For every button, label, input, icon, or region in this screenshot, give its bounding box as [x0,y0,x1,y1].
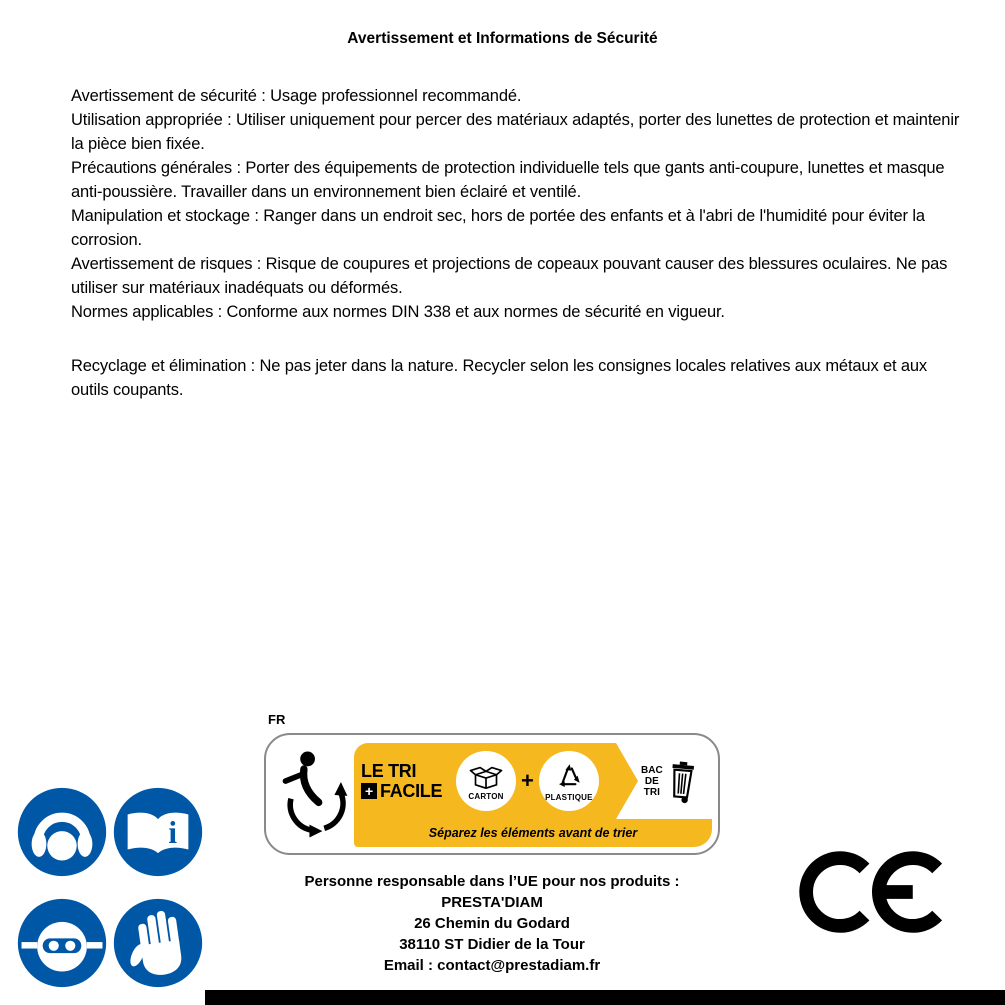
paragraph-utilisation: Utilisation appropriée : Utiliser uniquement pour percer des matériaux adaptés, porter des lunettes de protection et maintenir la pièce bien fixée. [71,111,960,153]
bottom-black-bar [205,990,1005,1005]
plastique-recycle-icon [550,760,588,792]
le-tri-facile-logo [361,761,451,801]
bin-wrap [666,743,698,819]
le-tri-label: LE TRI [361,761,417,781]
banner-top-row [354,743,698,819]
sorting-tagline: Séparez les éléments avant de trier [354,819,712,847]
carton-label: CARTON [468,792,504,801]
carton-icon [465,761,507,791]
paragraph-securite: Avertissement de sécurité : Usage professionnel recommandé. [71,87,522,105]
street-address: 26 Chemin du Godard [414,915,570,932]
paragraph-precautions: Précautions générales : Porter des équipements de protection individuelle tels que gants anti-coupure, lunettes et masque anti-poussière. Travailler dans un environnement bien éclairé et ventilé. [71,159,945,201]
plus-box-icon: + [361,783,377,799]
recycle-bin-icon [666,758,698,804]
fr-label: FR [268,712,286,727]
responsible-person-line: Personne responsable dans l’UE pour nos produits : [304,873,680,890]
paragraph-risques: Avertissement de risques : Risque de coupures et projections de copeaux pouvant causer des blessures oculaires. Ne pas utiliser sur matériaux inadéquats ou déformés. [71,255,948,297]
paragraph-normes: Normes applicables : Conforme aux normes DIN 338 et aux normes de sécurité en vigueur. [71,303,725,321]
plastique-badge [539,751,599,811]
tri-facile-banner [264,733,720,855]
plastique-label: PLASTIQUE [545,793,593,802]
safety-text-block [71,84,969,402]
yellow-strip [354,743,616,819]
svg-text:i: i [168,815,178,851]
paragraph-recyclage: Recyclage et élimination : Ne pas jeter dans la nature. Recycler selon les consignes locales relatives aux métaux et aux outils coupants. [71,357,928,399]
eye-protection-icon [16,897,108,989]
company-name: PRESTA'DIAM [441,894,543,911]
contact-email: Email : contact@prestadiam.fr [383,957,601,974]
protective-gloves-icon [112,897,204,989]
facile-label: FACILE [380,781,443,801]
carton-badge [456,751,516,811]
plus-separator: + [521,768,534,793]
ear-protection-icon [16,786,108,878]
city-address: 38110 ST Didier de la Tour [399,936,585,953]
address-block [264,871,720,976]
bac-de-tri-label: BAC DE TRI [641,764,663,798]
triman-icon [278,747,352,843]
page-title: Avertissement et Informations de Sécurité [347,30,658,47]
read-manual-icon [112,786,204,878]
paragraph-manipulation: Manipulation et stockage : Ranger dans un endroit sec, hors de portée des enfants et à l'abri de l'humidité pour éviter la corrosion. [71,207,925,249]
mandatory-safety-icons [16,786,204,989]
arrow-point [616,743,638,819]
ce-mark-icon [798,850,950,934]
